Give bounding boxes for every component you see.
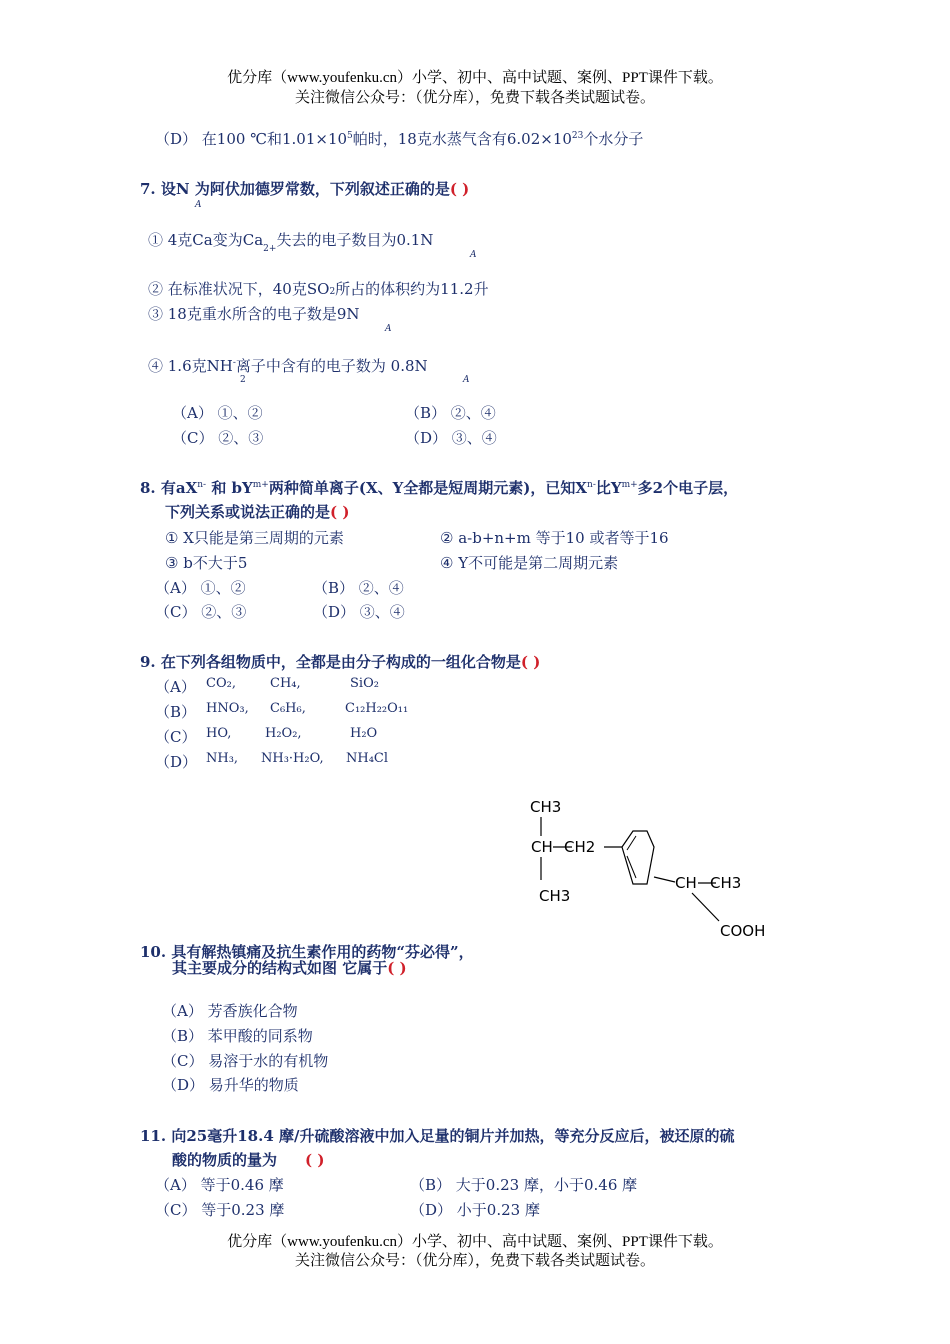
q8-item-3: ③ b不大于5	[165, 554, 248, 572]
q8-item-4: ④ Y不可能是第二周期元素	[440, 554, 619, 572]
q7-option-a[interactable]: （A） ①、②	[172, 404, 263, 422]
q7-item-1-subscript: A	[470, 250, 477, 260]
structure-ch: CH	[531, 838, 553, 856]
q7-item-3: ③ 18克重水所含的电子数是9N	[148, 305, 360, 323]
q7-item-4-subscript-2: 2	[240, 375, 246, 385]
footer-line-1: 优分库（www.youfenku.cn）小学、初中、高中试题、案例、PPT课件下载。	[227, 1234, 723, 1250]
q8-stem: 8. 有$aX^{n-}$ 和 $bY^{m+}$两种简单离子(X、Y全都是短周期元素)，已知$X^{n-}$比$Y^{m+}$多2个电子层，	[140, 479, 739, 497]
bond-ch-cooh	[692, 893, 719, 921]
q11-option-d[interactable]: （D） 小于0.23 摩	[410, 1201, 540, 1219]
q10-option-a[interactable]: （A） 芳香族化合物	[162, 1002, 298, 1020]
q8-option-c[interactable]: （C） ②、③	[155, 603, 247, 621]
q7-stem-subscript: A	[195, 200, 202, 210]
q11-option-b[interactable]: （B） 大于0.23 摩，小于0.46 摩	[410, 1176, 638, 1194]
q6-option-d: （D） 在100 ℃和$1.01\times 10^5$帕时，18克水蒸气含有$6.02\times 10^{23}$个水分子	[155, 130, 644, 148]
structure-cooh: COOH	[720, 922, 766, 940]
header-line-1: 优分库（www.youfenku.cn）小学、初中、高中试题、案例、PPT课件下载。	[227, 70, 723, 86]
q10-option-c[interactable]: （C） 易溶于水的有机物	[162, 1052, 329, 1070]
q7-option-d[interactable]: （D） ③、④	[405, 429, 497, 447]
structure-ch2: CH2	[564, 838, 596, 856]
q8-item-2: ② a-b+n+m 等于10 或者等于16	[440, 529, 669, 547]
q10-stem-line-2: 其主要成分的结构式如图 它属于( )	[172, 959, 407, 977]
q9-stem: 9. 在下列各组物质中，全都是由分子构成的一组化合物是( )	[140, 653, 541, 671]
q11-stem: 11. 向25毫升18.4 摩/升硫酸溶液中加入足量的铜片并加热，等充分反应后，被还原的硫	[140, 1127, 735, 1145]
q9-option-c[interactable]: （C） HO, H₂O₂, H₂O	[155, 726, 378, 746]
header-line-2: 关注微信公众号：（优分库），免费下载各类试题试卷。	[294, 90, 655, 106]
q9-option-a[interactable]: （A） CO₂, CH₄, SiO₂	[155, 676, 379, 696]
structure-ch-right: CH	[675, 874, 697, 892]
ibuprofen-structure-diagram	[520, 790, 790, 950]
q8-option-a[interactable]: （A） ①、②	[155, 579, 246, 597]
q7-item-3-subscript: A	[385, 324, 392, 334]
benzene-ring	[622, 831, 654, 884]
q10-option-d[interactable]: （D） 易升华的物质	[162, 1076, 299, 1094]
q8-stem-line-2: 下列关系或说法正确的是( )	[165, 503, 350, 521]
bond-ring-ch	[654, 877, 675, 882]
q11-option-a[interactable]: （A） 等于0.46 摩	[155, 1176, 284, 1194]
q7-stem: 7. 设N 为阿伏加德罗常数，下列叙述正确的是( )	[140, 180, 470, 198]
q10-option-b[interactable]: （B） 苯甲酸的同系物	[162, 1027, 313, 1045]
q11-stem-line-2: 酸的物质的量为 ( )	[172, 1151, 325, 1169]
q10-stem: 10. 具有解热镇痛及抗生素作用的药物“芬必得”，	[140, 943, 474, 961]
q7-option-c[interactable]: （C） ②、③	[172, 429, 264, 447]
structure-ch3-right: CH3	[710, 874, 742, 892]
q8-option-b[interactable]: （B） ②、④	[313, 579, 404, 597]
q8-item-1: ① X只能是第三周期的元素	[165, 529, 344, 547]
q8-option-d[interactable]: （D） ③、④	[313, 603, 405, 621]
footer-line-2: 关注微信公众号：（优分库），免费下载各类试题试卷。	[294, 1253, 655, 1269]
structure-ch3-bottom: CH3	[539, 887, 571, 905]
q7-item-2: ② 在标准状况下，40克SO2所占的体积约为11.2升	[148, 280, 489, 298]
structure-ch3-top: CH3	[530, 798, 562, 816]
q9-option-d[interactable]: （D） NH₃, NH₃·H₂O, NH₄Cl	[155, 751, 389, 771]
q11-option-c[interactable]: （C） 等于0.23 摩	[155, 1201, 285, 1219]
q9-option-b[interactable]: （B） HNO₃, C₆H₆, C₁₂H₂₂O₁₁	[155, 701, 409, 721]
q7-item-4-subscript: A	[463, 375, 470, 385]
q7-option-b[interactable]: （B） ②、④	[405, 404, 496, 422]
q7-item-4: ④ 1.6克NH-离子中含有的电子数为 0.8N	[148, 357, 428, 375]
q7-item-1: ① 4克Ca变为$Ca_{2+}$失去的电子数目为0.1N	[148, 231, 434, 254]
